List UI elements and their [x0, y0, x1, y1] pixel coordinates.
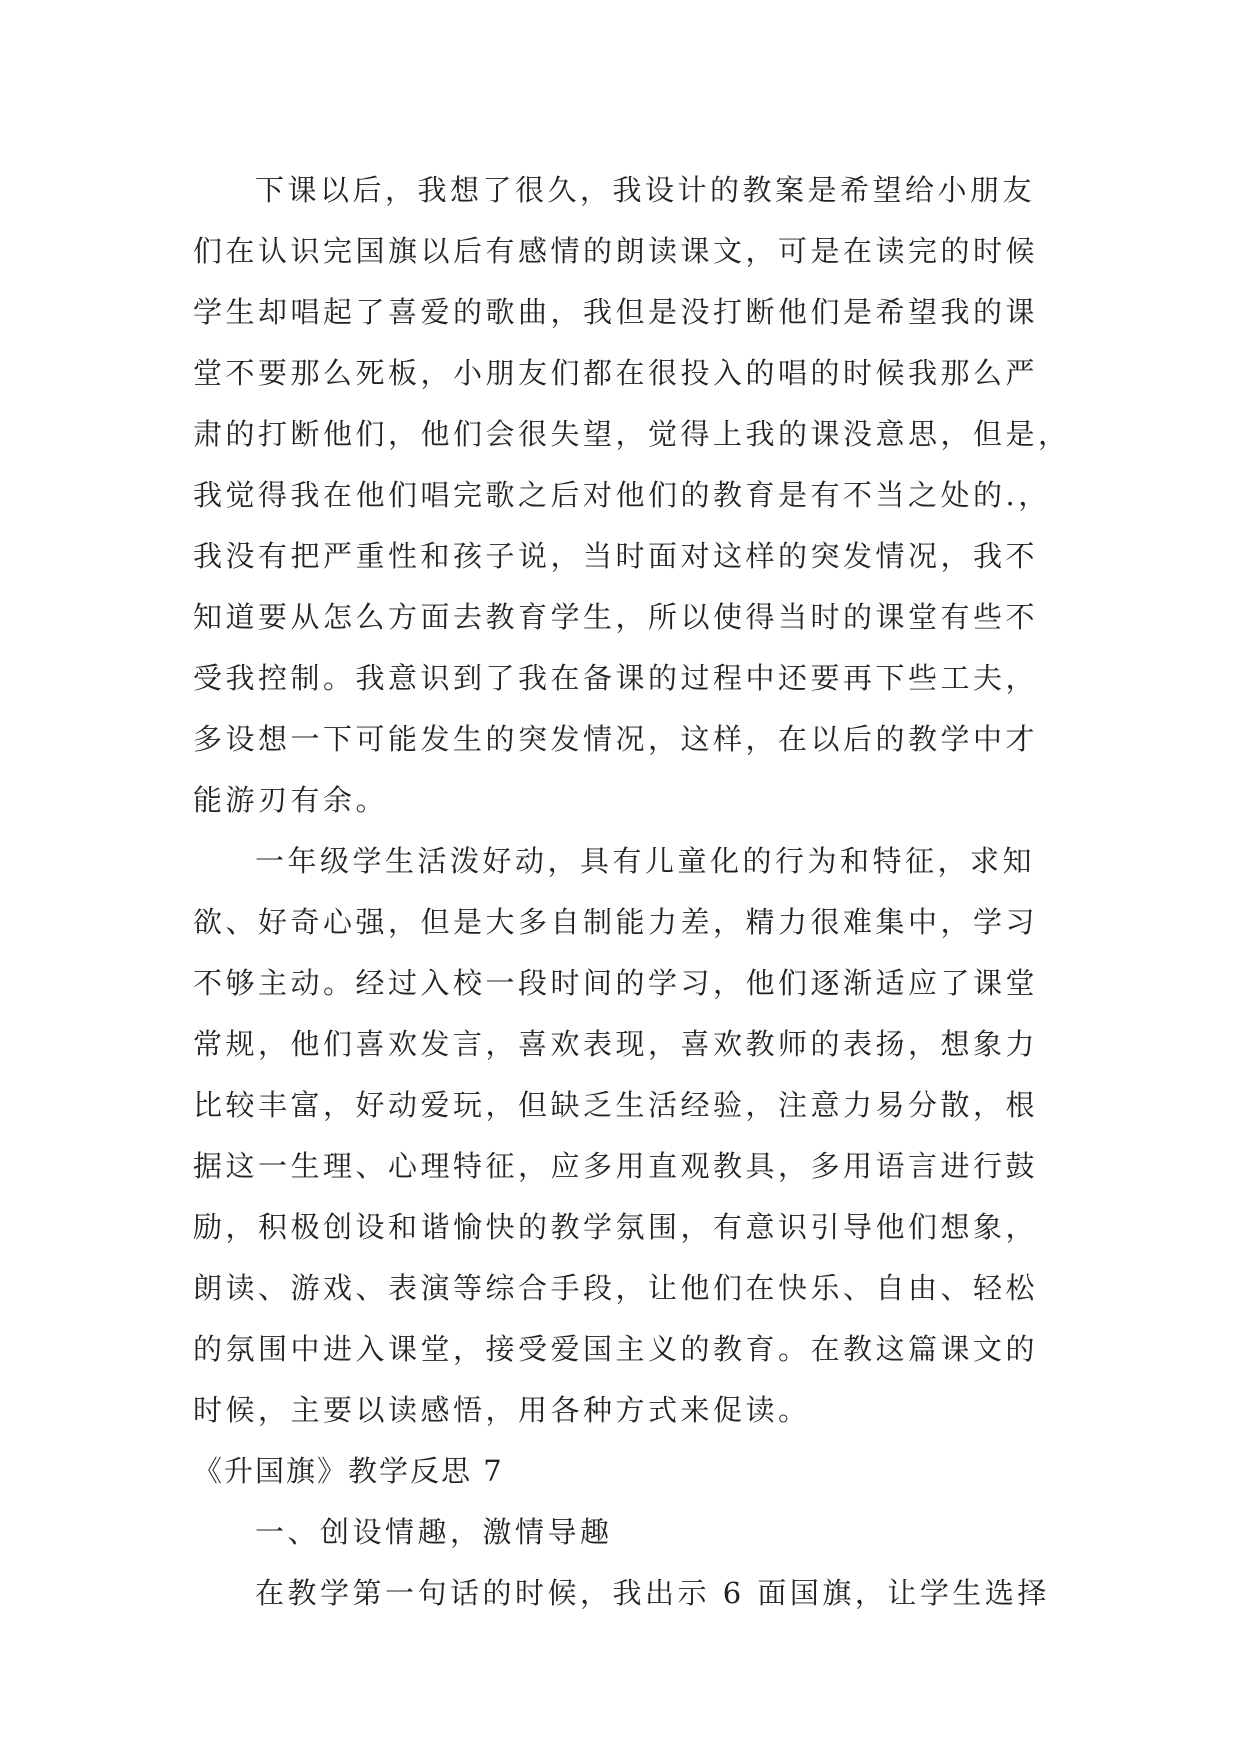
text-line: 不够主动。经过入校一段时间的学习，他们逐渐适应了课堂 [193, 966, 1039, 1000]
paragraph-student-analysis [193, 831, 1073, 1441]
text-line: 比较丰富，好动爱玩，但缺乏生活经验，注意力易分散，根 [193, 1088, 1039, 1122]
text-line: 时候，主要以读感悟，用各种方式来促读。 [193, 1393, 811, 1427]
text-line: 励，积极创设和谐愉快的教学氛围，有意识引导他们想象， [193, 1210, 1039, 1244]
text-line: 我觉得我在他们唱完歌之后对他们的教育是有不当之处的.， [193, 478, 1051, 512]
text-line: 下课以后，我想了很久，我设计的教案是希望给小朋友 [255, 173, 1036, 207]
text-line: 能游刃有余。 [193, 783, 389, 817]
text-line: 多设想一下可能发生的突发情况，这样，在以后的教学中才 [193, 722, 1039, 756]
text-line: 朗读、游戏、表演等综合手段，让他们在快乐、自由、轻松 [193, 1271, 1039, 1305]
text-line: 学生却唱起了喜爱的歌曲，我但是没打断他们是希望我的课 [193, 295, 1039, 329]
text-line: 我没有把严重性和孩子说，当时面对这样的突发情况，我不 [193, 539, 1039, 573]
section-title: 《升国旗》教学反思 7 [193, 1454, 504, 1488]
text-line: 肃的打断他们，他们会很失望，觉得上我的课没意思，但是， [193, 417, 1071, 451]
subheading: 一、创设情趣，激情导趣 [255, 1515, 613, 1549]
paragraph-first-sentence [193, 1563, 1073, 1624]
text-line: 一年级学生活泼好动，具有儿童化的行为和特征，求知 [255, 844, 1036, 878]
text-line: 在教学第一句话的时候，我出示 6 面国旗，让学生选择 [255, 1576, 1050, 1610]
text-line: 知道要从怎么方面去教育学生，所以使得当时的课堂有些不 [193, 600, 1039, 634]
paragraph-reflection [193, 160, 1073, 831]
text-line: 的氛围中进入课堂，接受爱国主义的教育。在教这篇课文的 [193, 1332, 1039, 1366]
text-line: 欲、好奇心强，但是大多自制能力差，精力很难集中，学习 [193, 905, 1039, 939]
text-line: 据这一生理、心理特征，应多用直观教具，多用语言进行鼓 [193, 1149, 1039, 1183]
text-line: 堂不要那么死板，小朋友们都在很投入的唱的时候我那么严 [193, 356, 1039, 390]
text-line: 们在认识完国旗以后有感情的朗读课文，可是在读完的时候 [193, 234, 1039, 268]
document-body [193, 160, 1073, 1624]
text-line: 常规，他们喜欢发言，喜欢表现，喜欢教师的表扬，想象力 [193, 1027, 1039, 1061]
text-line: 受我控制。我意识到了我在备课的过程中还要再下些工夫， [193, 661, 1039, 695]
